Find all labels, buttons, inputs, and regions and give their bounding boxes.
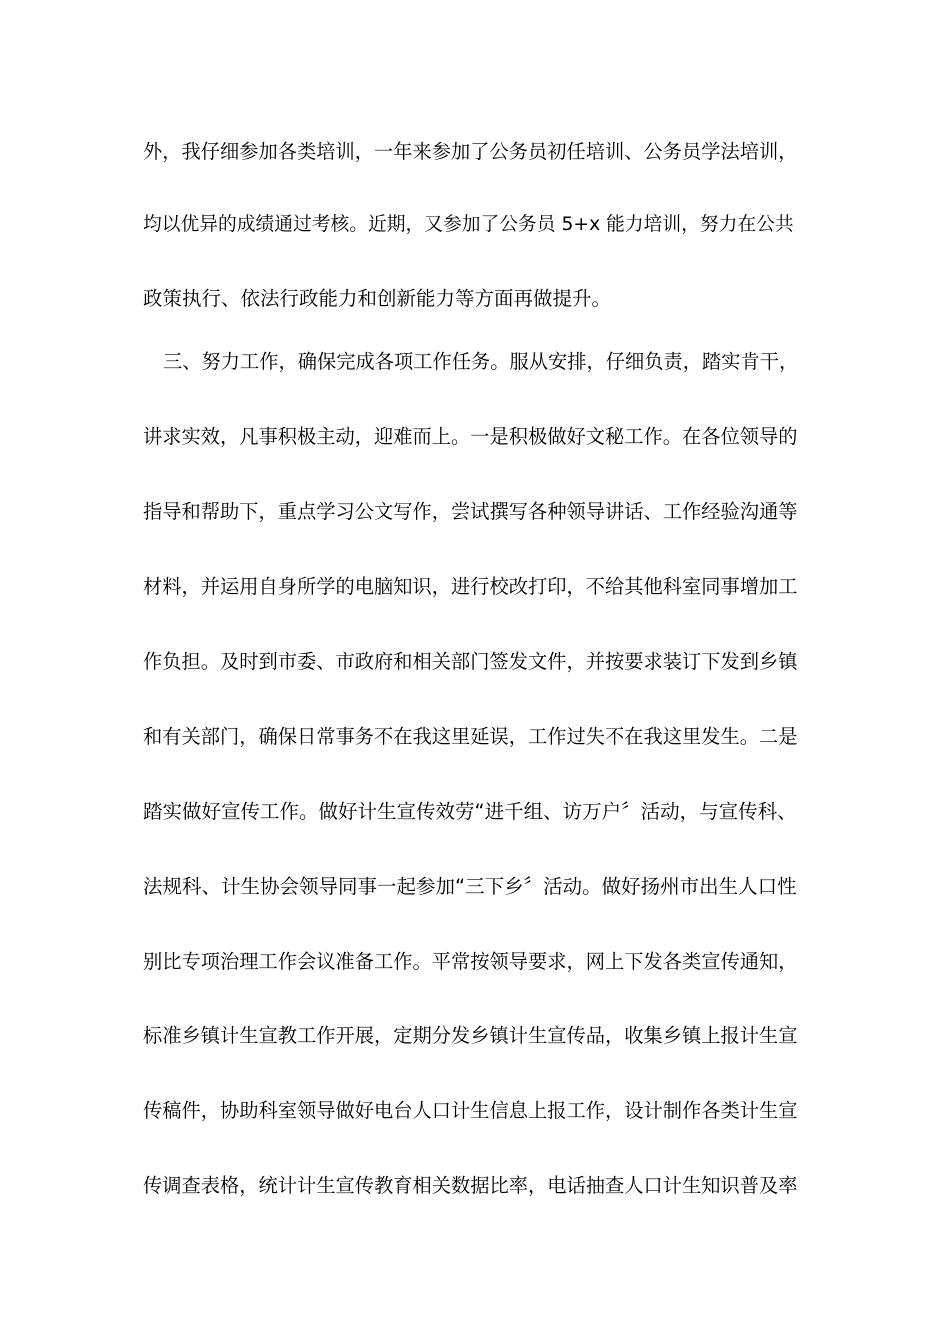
text-line: 外，我仔细参加各类培训，一年来参加了公务员初任培训、公务员学法培训， (143, 140, 798, 163)
text-line: 标准乡镇计生宣教工作开展，定期分发乡镇计生宣传品，收集乡镇上报计生宣 (143, 1024, 798, 1047)
text-line: 别比专项治理工作会议准备工作。平常按领导要求，网上下发各类宣传通知， (143, 950, 798, 973)
text-line: 传调查表格，统计计生宣传教育相关数据比率，电话抽查人口计生知识普及率 (143, 1174, 798, 1197)
text-line: 政策执行、依法行政能力和创新能力等方面再做提升。 (143, 287, 612, 310)
text-line: 和有关部门，确保日常事务不在我这里延误，工作过失不在我这里发生。二是 (143, 725, 798, 748)
text-line: 材料，并运用自身所学的电脑知识，进行校改打印，不给其他科室同事增加工 (143, 575, 798, 598)
text-line: 指导和帮助下，重点学习公文写作，尝试撰写各种领导讲话、工作经验沟通等 (143, 500, 798, 523)
text-line: 均以优异的成绩通过考核。近期，又参加了公务员 5+x 能力培训，努力在公共 (143, 214, 794, 235)
text-line: 传稿件，协助科室领导做好电台人口计生信息上报工作，设计制作各类计生宣 (143, 1099, 798, 1122)
text-line: 作负担。及时到市委、市政府和相关部门签发文件，并按要求装订下发到乡镇 (143, 650, 798, 673)
text-line: 法规科、计生协会领导同事一起参加“三下乡〞活动。做好扬州市出生人口性 (143, 875, 797, 898)
text-line: 讲求实效，凡事积极主动，迎难而上。一是积极做好文秘工作。在各位领导的 (143, 425, 798, 448)
paragraph-start-line: 三、努力工作，确保完成各项工作任务。服从安排，仔细负责，踏实肯干， (163, 350, 798, 373)
text-line: 踏实做好宣传工作。做好计生宣传效劳“进千组、访万户〞活动，与宣传科、 (143, 800, 797, 823)
